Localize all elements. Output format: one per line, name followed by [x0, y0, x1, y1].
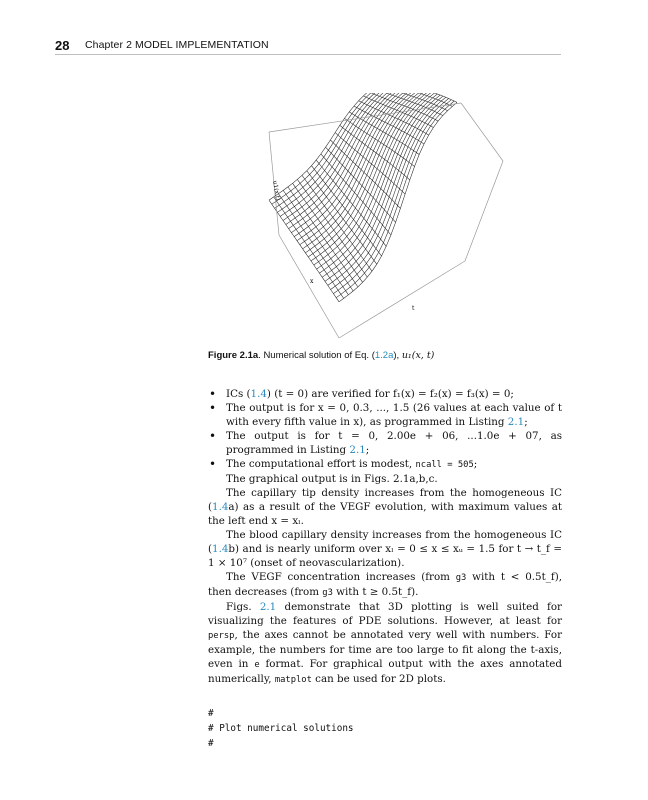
mesh-line [345, 118, 415, 166]
code-line: # [208, 708, 214, 719]
z-axis-label: u1(x,t) [271, 180, 282, 202]
paragraph: The VEGF concentration increases (from g3 with t < 0.5t_f), then decreases (from g3 with t ≥ 0.5t_f). [208, 571, 562, 598]
body-text [208, 387, 562, 687]
running-header [55, 38, 561, 55]
mesh-line [339, 102, 457, 301]
mesh-line [278, 194, 348, 295]
mesh-line [269, 93, 387, 200]
code-inline: matplot [274, 675, 312, 685]
code-inline: g3 [455, 573, 467, 583]
paragraph: The blood capillary density increases from the homogeneous IC (1.4b) and is nearly uniform over xₗ = 0 ≤ x ≤ xᵤ = 1.5 for t → t_f = 1 × 10⁷ (onset of neovascularization). [208, 529, 562, 569]
caption-math: u₁(x, t) [401, 350, 435, 361]
bullet-item: • The output is for x = 0, 0.3, ..., 1.5 (26 values at each value of t with every fifth value in x), as programmed in Listing 2.1; [208, 401, 562, 429]
t-axis-label: t [412, 305, 415, 312]
mesh-line [333, 100, 451, 294]
caption-equation-ref[interactable]: 1.2a [374, 350, 394, 361]
bullet-list [208, 387, 562, 486]
code-inline: e [254, 660, 260, 670]
code-inline: persp [208, 631, 235, 641]
paragraph: The capillary tip density increases from the homogeneous IC (1.4a) as a result of the VEGF evolution, with maximum values at the left end x = xₗ. [208, 487, 562, 527]
mesh-line [303, 93, 421, 249]
mesh-line [272, 93, 390, 204]
mesh-line [336, 101, 454, 298]
caption-label: Figure 2.1a [208, 350, 259, 361]
listing-ref[interactable]: 2.1 [349, 444, 366, 456]
caption-text-end: ), [393, 350, 402, 361]
mesh-line [340, 125, 410, 180]
bullet-item: • The output is for t = 0, 2.00e + 06, ...1.0e + 07, as programmed in Listing 2.1; [208, 429, 562, 457]
page-number: 28 [55, 38, 70, 53]
code-line: # [208, 738, 214, 749]
equation-ref[interactable]: 1.4 [212, 543, 229, 555]
paragraph: Figs. 2.1 demonstrate that 3D plotting is well suited for visualizing the features of PDE solutions. However, at least for persp, the axes cannot be annotated very well with numbers. For example, the numbers for time are too large to fit along the t-axis, even in e format. For graphical output with the axes annotated numerically, matplot can be used for 2D plots. [208, 601, 562, 685]
x-axis-label: x [310, 278, 314, 285]
bullet-item: • The computational effort is modest, ncall = 505; The graphical output is in Figs. 2.1a,b,c. [208, 457, 562, 486]
code-line: # Plot numerical solutions [208, 723, 354, 734]
surface-plot-figure [255, 93, 517, 345]
code-listing [208, 706, 354, 751]
listing-ref[interactable]: 2.1 [507, 416, 525, 428]
bullet-item: • ICs (1.4) (t = 0) are verified for f₁(x) = f₂(x) = f₃(x) = 0; [208, 387, 562, 401]
mesh-line [274, 197, 344, 299]
equation-ref[interactable]: 1.4 [212, 501, 229, 513]
figure-ref[interactable]: 2.1 [259, 601, 277, 613]
chapter-title: Chapter 2 MODEL IMPLEMENTATION [85, 39, 269, 51]
mesh-line [275, 93, 393, 208]
paragraph: The graphical output is in Figs. 2.1a,b,c. [226, 473, 438, 485]
equation-ref[interactable]: 1.4 [250, 388, 267, 400]
mesh-line [328, 97, 446, 285]
mesh-line [331, 99, 449, 290]
figure-caption [208, 350, 434, 361]
surface-mesh [269, 93, 457, 302]
mesh-line [308, 93, 426, 257]
code-inline: ncall = 505 [415, 460, 474, 470]
code-inline: g3 [322, 588, 333, 598]
caption-text: . Numerical solution of Eq. ( [258, 350, 375, 361]
mesh-line [297, 179, 367, 277]
